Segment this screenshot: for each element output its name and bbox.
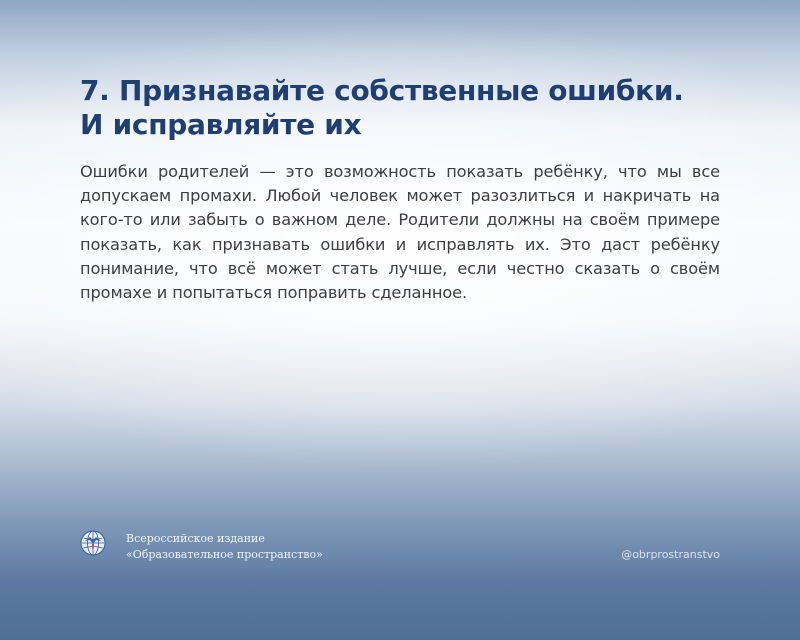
body-paragraph: Ошибки родителей — это возможность показать ребёнку, что мы все допускаем промахи. Любой человек может разозлиться и накричать на кого-то или забыть о важном деле. Родители должны на своём примере показать, как признавать ошибки и исправлять их. Это даст ребёнку понимание, что всё может стать лучше, если честно сказать о своём промахе и попытаться поправить сделанное. bbox=[80, 162, 720, 303]
title-line-2: И исправляйте их bbox=[80, 108, 362, 141]
title-line-1: 7. Признавайте собственные ошибки. bbox=[80, 74, 684, 107]
globe-bird-logo-icon bbox=[80, 530, 106, 556]
publisher-name bbox=[126, 531, 323, 563]
publisher-line-1: Всероссийское издание bbox=[126, 532, 265, 545]
footer bbox=[80, 527, 720, 567]
publisher-line-2: «Образовательное пространство» bbox=[126, 548, 323, 561]
social-handle: @obrprostranstvo bbox=[621, 548, 720, 561]
page-title bbox=[80, 74, 740, 142]
